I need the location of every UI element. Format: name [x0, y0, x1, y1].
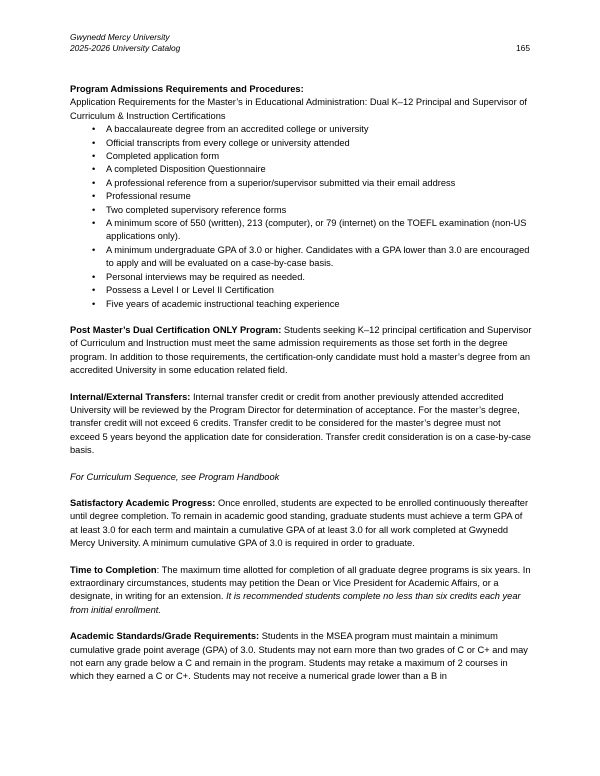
standards-text: Students in the MSEA program must maintain a minimum cumulative grade point average (GPA) of 3.0. Students may not earn more than two grades of C or C+ and may not earn any grade below a C and remain in the program. Students may retake a maximum of 2 courses in which they earned a C or C+. Students may not receive a numerical grade lower than a B in	[70, 631, 528, 682]
post-masters-paragraph	[70, 324, 532, 378]
list-item: • A completed Disposition Questionnaire	[70, 163, 532, 176]
admissions-heading: Program Admissions Requirements and Procedures:	[70, 84, 304, 94]
admissions-intro: Application Requirements for the Master’s in Educational Administration: Dual K–12 Principal and Supervisor of Curriculum & Instruction Certifications	[70, 97, 527, 121]
list-item: • Official transcripts from every college or university attended	[70, 137, 532, 150]
list-item: • Professional resume	[70, 190, 532, 203]
list-item: • A minimum undergraduate GPA of 3.0 or higher. Candidates with a GPA lower than 3.0 are encouraged to apply and will be evaluated on a case-by-case basis.	[70, 244, 532, 271]
standards-label: Academic Standards/Grade Requirements:	[70, 631, 260, 642]
progress-paragraph	[70, 497, 532, 551]
page-header	[70, 32, 530, 54]
list-item: • Two completed supervisory reference forms	[70, 204, 532, 217]
curriculum-note: For Curriculum Sequence, see Program Handbook	[70, 471, 280, 482]
completion-label: Time to Completion	[70, 564, 157, 575]
post-masters-label: Post Master’s Dual Certification ONLY Program:	[70, 324, 282, 335]
page-number: 165	[516, 43, 530, 53]
list-item: • Completed application form	[70, 150, 532, 163]
list-item: • A professional reference from a superior/supervisor submitted via their email address	[70, 177, 532, 190]
list-item: • Five years of academic instructional teaching experience	[70, 298, 532, 311]
list-item: • A minimum score of 550 (written), 213 (computer), or 79 (internet) on the TOEFL examination (non-US applications only).	[70, 217, 532, 244]
standards-paragraph	[70, 630, 532, 684]
page-body	[70, 83, 532, 684]
transfers-label: Internal/External Transfers:	[70, 391, 191, 402]
progress-label: Satisfactory Academic Progress:	[70, 497, 216, 508]
list-item: • Possess a Level I or Level II Certification	[70, 284, 532, 297]
transfers-text: Internal transfer credit or credit from another previously attended accredited University will be reviewed by the Program Director for determination of acceptance. For the master’s degree, transfer credit will not exceed 6 credits. Transfer credit to be considered for the master’s degree must not exceed 5 years beyond the application date for consideration. Transfer credit consideration is on a case-by-case basis.	[70, 391, 531, 456]
progress-text: Once enrolled, students are expected to be enrolled continuously thereafter until degree completion. To remain in academic good standing, graduate students must achieve a term GPA of at least 3.0 for each term and maintain a cumulative GPA of at least 3.0 for all work completed at Gwynedd Mercy University. A minimum cumulative GPA of 3.0 is required in order to graduate.	[70, 497, 529, 549]
admissions-section	[70, 83, 532, 311]
list-item: • Personal interviews may be required as needed.	[70, 271, 532, 284]
list-item: • A baccalaureate degree from an accredited college or university	[70, 123, 532, 136]
completion-text: : The maximum time allotted for completion of all graduate degree programs is six years. In extraordinary circumstances, students may petition the Dean or Vice President for Academic Affairs, or a designate, in writing for an extension.	[70, 564, 531, 602]
post-masters-text: Students seeking K–12 principal certification and Supervisor of Curriculum and Instruction must meet the same admission requirements as those set forth in the degree program. In addition to those requirements, the certification-only candidate must hold a master’s degree from an accredited University in some education related field.	[70, 324, 532, 376]
requirements-list	[70, 123, 532, 311]
completion-recommendation: It is recommended students complete no less than six credits each year from initial enrollment.	[70, 591, 521, 615]
completion-paragraph	[70, 564, 532, 618]
transfers-paragraph	[70, 391, 532, 458]
university-name: Gwynedd Mercy University	[70, 32, 170, 42]
catalog-title: 2025-2026 University Catalog	[70, 43, 181, 53]
